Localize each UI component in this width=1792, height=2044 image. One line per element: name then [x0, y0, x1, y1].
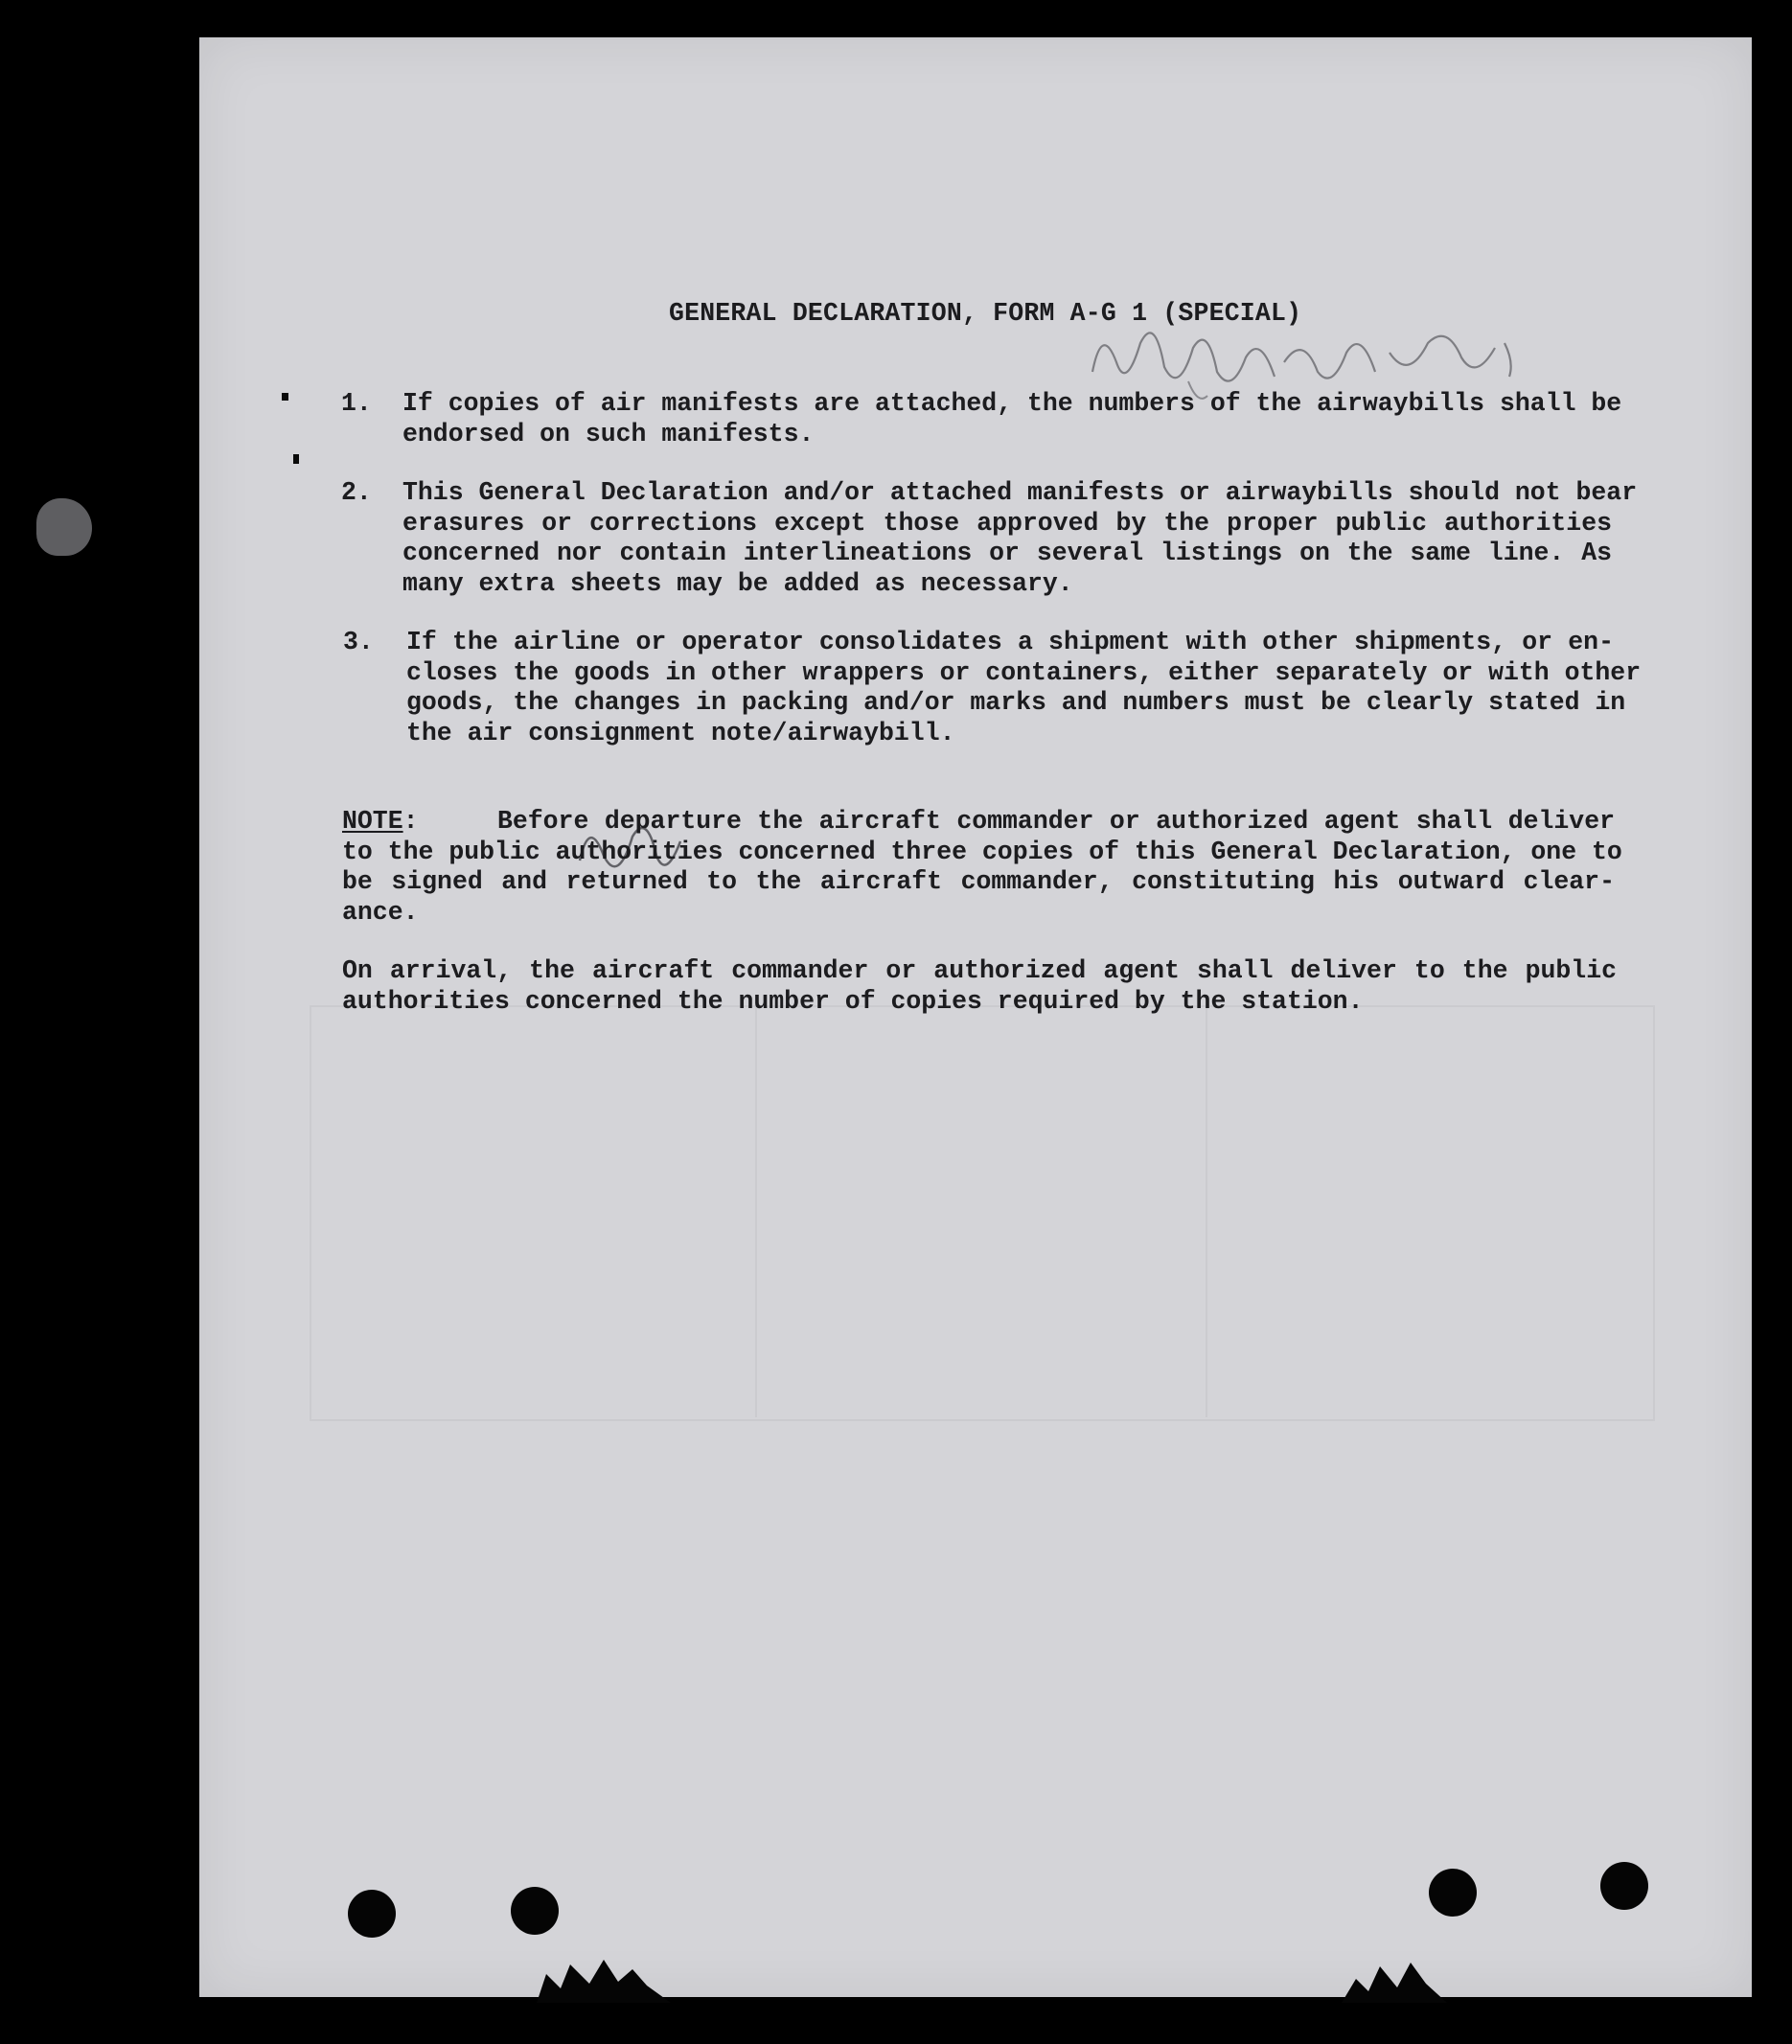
punch-hole [1429, 1869, 1477, 1917]
document-title: GENERAL DECLARATION, FORM A-G 1 (SPECIAL) [669, 299, 1302, 328]
note-paragraph [342, 807, 1622, 928]
note-line: to the public authorities concerned three copies of this General Declaration, one to [342, 837, 1622, 866]
item-line: goods, the changes in packing and/or marks and numbers must be clearly stated in [406, 688, 1626, 717]
item-line: the air consignment note/airwaybill. [406, 718, 955, 747]
item-line: If copies of air manifests are attached, the numbers of the airwaybills shall be [402, 389, 1622, 418]
torn-edge [1342, 1945, 1447, 2003]
note-line: be signed and returned to the aircraft commander, constituting his outward clear- [342, 867, 1615, 896]
item-line: erasures or corrections except those approved by the proper public authorities [402, 508, 1612, 538]
bleed-through-box [310, 1005, 1655, 1421]
smudge-mark [36, 498, 92, 556]
item-line: endorsed on such manifests. [402, 419, 815, 448]
note-line: ance. [342, 897, 419, 927]
arrival-paragraph [342, 956, 1617, 1017]
bleed-through-divider [755, 1005, 757, 1417]
punch-hole [348, 1890, 396, 1938]
note-label: NOTE [342, 807, 403, 836]
torn-edge [537, 1945, 671, 2003]
note-first-line-text: Before departure the aircraft commander or authorized agent shall deliver [496, 807, 1616, 836]
item-number: 1. [341, 389, 372, 418]
item-line: This General Declaration and/or attached manifests or airwaybills should not bear [402, 478, 1638, 507]
note-first-line [342, 807, 1615, 838]
arrival-line: authorities concerned the number of copies required by the station. [342, 986, 1364, 1016]
margin-speck [282, 393, 288, 401]
item-text [402, 389, 1622, 449]
item-text [402, 478, 1638, 599]
item-number: 3. [343, 628, 374, 656]
arrival-line: On arrival, the aircraft commander or authorized agent shall deliver to the public [342, 956, 1617, 985]
item-line: If the airline or operator consolidates a shipment with other shipments, or en- [406, 628, 1614, 656]
item-number: 2. [341, 478, 372, 507]
punch-hole [511, 1887, 559, 1935]
bleed-through-divider [1206, 1005, 1207, 1417]
note-colon: : [402, 807, 419, 836]
item-line: many extra sheets may be added as necessary. [402, 568, 1073, 598]
margin-speck [293, 454, 299, 464]
item-line: closes the goods in other wrappers or containers, either separately or with other [406, 657, 1642, 687]
item-text [406, 628, 1642, 748]
item-line: concerned nor contain interlineations or several listings on the same line. As [402, 539, 1612, 567]
punch-hole [1600, 1862, 1648, 1910]
